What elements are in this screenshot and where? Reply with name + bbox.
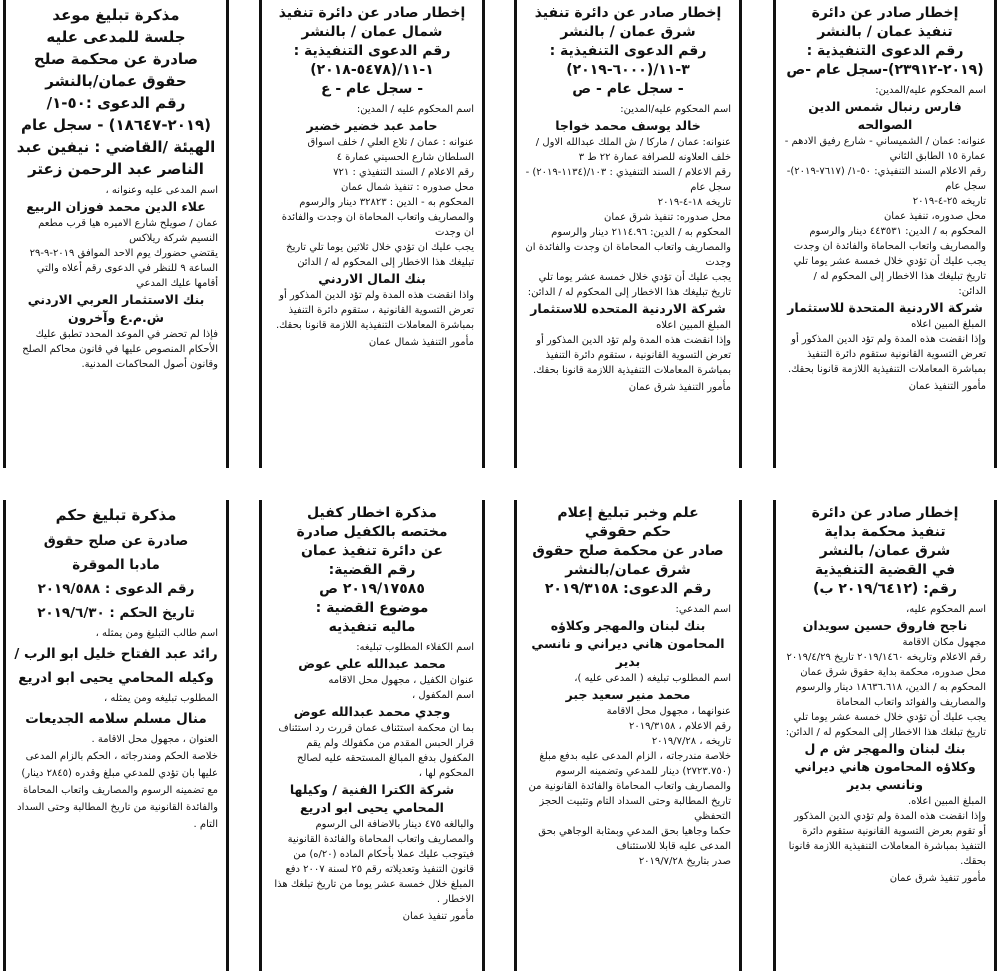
notice-judgment-madaba-588 bbox=[3, 500, 229, 971]
heading-line: رقم الدعوى التنفيذية : bbox=[549, 43, 707, 59]
heading-line: - سجل عام - ع bbox=[320, 81, 424, 97]
notice-body bbox=[270, 102, 474, 333]
heading-line: إخطار صادر عن دائرة bbox=[811, 505, 959, 521]
heading-line: ماليه تنفيذيه bbox=[328, 619, 416, 635]
body-line: المحكوم به / الدين: ٤٤٣٥٣١ دينار والرسوم والمصاريف واتعاب المحاماة والفائدة ان وجدت bbox=[793, 226, 986, 252]
notice-body bbox=[525, 602, 731, 869]
heading-line: مذكرة اخطار كفيل bbox=[307, 505, 437, 521]
heading-line: صادرة عن محكمة صلح bbox=[33, 50, 199, 68]
body-line: عنوانهما ، مجهول محل الاقامة bbox=[606, 706, 731, 717]
body-line: المبلغ المبين اعلاه bbox=[911, 319, 986, 330]
heading-line: مذكرة تبليغ موعد bbox=[52, 6, 180, 24]
body-line: اسم الكفلاء المطلوب تبليغه: bbox=[356, 642, 474, 653]
creditor-name: شركة الكترا الفنية / وكيلها المحامي يحيى ابو ادريع bbox=[289, 782, 455, 815]
notice-body bbox=[270, 640, 474, 907]
notice-amman-execution-23912 bbox=[773, 0, 997, 468]
body-line: وإذا انقضت هذه المدة ولم تؤد الدين المذكور أو تعرض التسوية القانونية ، ستقوم دائرة التنفيذ بمباشرة المعاملات التنفيذية اللازمة قانونا بحقك. bbox=[532, 335, 731, 376]
body-line: اسم المحكوم عليه، bbox=[906, 604, 986, 615]
body-line: محل صدوره، تنفيذ عمان bbox=[883, 211, 986, 222]
body-line: وإذا انقضت هذه المدة ولم تؤد الدين المذكور أو تعرض التسوية القانونية ستقوم دائرة التنفيذ بمباشرة المعاملات التنفيذية اللازمة قانونا بحقك. bbox=[787, 334, 986, 375]
body-line: بما ان محكمة استئناف عمان قررت رد استئناف قرار الحبس المقدم من مكفولك ولم يقم المكفول بدفع المبالغ المستحقه عليه لصالح المحكوم لها ، bbox=[278, 723, 474, 779]
body-line: يجب عليك أن تؤدي خلال خمسة عشر يوما تلي تاريخ تبليغك هذا الاخطار إلى المحكوم له / الدائن: bbox=[793, 256, 986, 297]
heading-line: رقم: (٢٠١٩/٦٤١٢ ب) bbox=[813, 581, 957, 597]
body-line: مادبا الموقرة bbox=[72, 557, 160, 573]
heading-line: علم وخبر تبليغ إعلام bbox=[557, 505, 699, 521]
body-line: اسم المحكوم عليه/المدين: bbox=[620, 104, 731, 115]
body-line: يجب عليك ان تؤدي خلال ثلاثين يوما تلي تاريخ تبليغك هذا الاخطار إلى المحكوم له / الدائن bbox=[286, 242, 474, 268]
heading-line: ١-١١/(٥٤٧٨-٢٠١٨) bbox=[310, 62, 434, 78]
body-line: عنوانه: عمان / الشميساني - شارع رفيق الادهم - عمارة ١٥ الطابق الثاني bbox=[784, 136, 986, 162]
notice-heading bbox=[784, 504, 986, 599]
heading-line: جلسة للمدعى عليه bbox=[46, 28, 186, 46]
body-line: والبالغه ٤٧٥ دينار بالاضافة الى الرسوم والمصاريف واتعاب المحاماة والفائدة القانونية فيتوجب عليك عملا بأحكام الماده (٢٠/ه) من قانون التنفيذ وتعديلاته رقم ٢٥ لسنة ٢٠٠٧ دفع المبلغ خلال خمسة عشر يوما من تاريخ تبلغك هذا الاخطار . bbox=[274, 819, 474, 905]
body-line: رقم الاعلام السند التنفيذي: ٥٠-١/ (٧٦١٧-٢٠١٩)- سجل عام bbox=[786, 166, 986, 192]
notice-east-amman-execution-6000 bbox=[514, 0, 742, 468]
heading-line: حكم حقوقي bbox=[584, 524, 672, 540]
body-line: تاريخه ١٨-٤-٢٠١٩ bbox=[657, 197, 731, 208]
notice-body bbox=[784, 602, 986, 869]
body-line: وإذا انقضت هذه المدة ولم تؤدي الدين المذكور أو تقوم بعرض التسوية القانونية ستقوم دائرة التنفيذ بمباشرة المعاملات التنفيذية اللازمة قانونا بحقك. bbox=[788, 811, 986, 867]
heading-line: - سجل عام - ص bbox=[572, 81, 684, 97]
notice-heading bbox=[525, 504, 731, 599]
case-number: رقم الدعوى : ٢٠١٩/٥٨٨ bbox=[37, 581, 195, 597]
notice-body bbox=[525, 102, 731, 378]
notice-body bbox=[14, 529, 218, 833]
heading-line: الناصر عبد الرحمن زعتر bbox=[28, 160, 204, 178]
body-line: المطلوب تبليغه ومن يمثله ، bbox=[103, 693, 218, 704]
body-line: رقم الاعلام ، ٢٠١٩/٣١٥٨ bbox=[629, 721, 731, 732]
body-line: عنوان الكفيل ، مجهول محل الاقامه bbox=[328, 675, 474, 686]
body-line: صادرة عن صلح حقوق bbox=[43, 533, 189, 549]
notice-body bbox=[14, 183, 218, 372]
body-line: خلاصة الحكم ومندرجاته ، الحكم بالزام المدعى عليها بان تؤدي للمدعي مبلغ وقدره (٢٨٤٥ دينار) مع تضمينه الرسوم والمصاريف واتعاب المحاماة والفائدة القانونية من تاريخ المطالبة وحتى السداد التام . bbox=[17, 751, 218, 830]
body-line: اسم المحكوم عليه / المدين: bbox=[356, 104, 474, 115]
notice-signature: مأمور تنفيذ عمان bbox=[402, 911, 474, 922]
body-line: اسم المحكوم عليه/المدين: bbox=[875, 85, 986, 96]
body-line: عنوانه : عمان / تلاع العلي / خلف اسواق السلطان شارع الحسيني عمارة ٤ bbox=[307, 137, 474, 163]
heading-line: رقم الدعوى التنفيذية : bbox=[806, 43, 964, 59]
heading-line: الهيئة /القاضي : نيفين عبد bbox=[16, 138, 216, 156]
heading-line: تنفيذ محكمة بداية bbox=[824, 524, 946, 540]
notice-signature: مأمور تنفيذ شرق عمان bbox=[889, 873, 986, 884]
heading-line: حقوق عمان/بالنشر bbox=[45, 72, 187, 90]
debtor-name: خالد يوسف محمد خواجا bbox=[555, 118, 701, 133]
heading-line: شرق عمان / بالنشر bbox=[560, 24, 696, 40]
heading-line: رقم الدعوى: ٢٠١٩/٣١٥٨ bbox=[544, 581, 712, 597]
debtor-name: وجدي محمد عبدالله عوض bbox=[293, 704, 451, 719]
body-line: تاريخه ٢٥-٤-٢٠١٩ bbox=[912, 196, 986, 207]
heading-line: رقم الدعوى :٥٠-١/ bbox=[46, 94, 186, 112]
body-line: العنوان ، مجهول محل الاقامة . bbox=[91, 734, 218, 745]
body-line: المحكوم به / الدين، ١٨٦٣٦.٦١٨ دينار والرسوم والمصاريف والفوائد واتعاب المحاماة bbox=[795, 682, 986, 708]
creditor-name: بنك المال الاردني bbox=[318, 271, 426, 286]
heading-line: شرق عمان/ بالنشر bbox=[819, 543, 951, 559]
heading-line: شرق عمان/بالنشر bbox=[565, 562, 691, 578]
body-line: عنوانه: عمان / ماركا / ش الملك عبدالله الاول / خلف العلاونه للصرافة عمارة ٢٢ ط ٣ bbox=[535, 137, 731, 163]
notice-east-amman-court-execution-6412 bbox=[773, 500, 997, 971]
plaintiff-name: بنك الاستثمار العربي الاردني ش.م.ع وآخرون bbox=[27, 292, 205, 325]
heading-line: إخطار صادر عن دائرة bbox=[811, 5, 959, 21]
body-line: صدر بتاريخ ٢٠١٩/٧/٢٨ bbox=[638, 856, 731, 867]
body-line: يجب عليك أن تؤدي خلال خمسة عشر يوما تلي تاريخ تبليغك هذا الاخطار إلى المحكوم له / الدائن: bbox=[527, 272, 731, 298]
body-line: المحكوم به / الدين: ٢١١٤.٩٦ دينار والرسوم والمصاريف واتعاب المحاماة ان وجدت والفائدة ان وجدت bbox=[525, 227, 731, 268]
body-line: اسم المكفول ، bbox=[411, 690, 474, 701]
notice-heading bbox=[270, 4, 474, 99]
body-line: يجب عليك أن تؤدي خلال خمسة عشر يوما تلي تاريخ تبلغك هذا الاخطار إلى المحكوم له / الدائن: bbox=[785, 712, 986, 738]
body-line: واذا انقضت هذه المدة ولم تؤد الدين المذكور أو تعرض التسوية القانونية ، ستقوم دائرة التنفيذ بمباشرة المعاملات التنفيذية اللازمة قانونا بحقك. bbox=[275, 290, 474, 331]
heading-line: ٣-١١/(٦٠٠٠-٢٠١٩) bbox=[566, 62, 690, 78]
body-line: المبلغ المبين اعلاه. bbox=[908, 796, 986, 807]
body-line: رقم الاعلام وتاريخه ٢٠١٩/١٤٦٠ تاريخ ٢٠١٩/٤/٢٩ bbox=[786, 652, 986, 663]
body-line: عمان / صويلح شارع الاميره هيا قرب مطعم النسيم شركة ريلاكس bbox=[38, 218, 218, 244]
body-line: خلاصة مندرجاته ، الزام المدعى عليه بدفع مبلغ (٢٧٢٣.٧٥٠) دينار للمدعي وتضمينه الرسوم والمصاريف واتعاب المحاماة والفائدة القانونية من تاريخ المطالبة وحتى السداد التام وتثبيت الحجز التحفظي bbox=[528, 751, 731, 822]
heading-line: عن دائرة تنفيذ عمان bbox=[300, 543, 443, 559]
heading-line: تنفيذ عمان / بالنشر bbox=[817, 24, 953, 40]
notice-north-amman-execution-5478 bbox=[259, 0, 485, 468]
body-line: اسم طالب التبليغ ومن يمثله ، bbox=[95, 628, 218, 639]
heading-line: في القضية التنفيذية bbox=[814, 562, 956, 578]
body-line: يقتضي حضورك يوم الاحد الموافق ٢٠١٩-٩-٢٩ الساعة ٩ للنظر في الدعوى رقم أعلاه والتي أقامها عليك المدعي bbox=[29, 248, 218, 289]
notice-heading bbox=[14, 4, 218, 180]
notice-heading bbox=[270, 504, 474, 637]
notice-heading bbox=[14, 504, 218, 526]
body-line: محل صدوره: تنفيذ شرق عمان bbox=[603, 212, 731, 223]
heading-line: مذكرة تبليغ حكم bbox=[55, 506, 177, 524]
plaintiff-name: بنك لبنان والمهجر وكلاؤه المحامون هاني ديراني و نانسي بدير bbox=[531, 618, 725, 669]
notice-signature: مأمور التنفيذ شرق عمان bbox=[628, 382, 731, 393]
defendant-name: علاء الدين محمد فوزان الربيع bbox=[26, 199, 206, 214]
debtor-name: ناجح فاروق حسين سويدان bbox=[802, 618, 968, 633]
heading-line: (٢٠١٩-١٨٦٤٧) - سجل عام bbox=[20, 116, 212, 134]
notice-heading bbox=[784, 4, 986, 80]
body-line: تاريخه ، ٢٠١٩/٧/٢٨ bbox=[651, 736, 731, 747]
heading-line: رقم القضية: bbox=[328, 562, 416, 578]
defendant-name: محمد منير سعيد جبر bbox=[565, 687, 691, 702]
requester-name: رائد عبد الفتاح خليل ابو الرب / وكيله المحامي يحيى ابو ادريع bbox=[14, 646, 218, 686]
notice-hearing-summons-18647 bbox=[3, 0, 229, 468]
debtor-name: فارس رنبال شمس الدين الصوالحه bbox=[808, 99, 962, 132]
heading-line: ٢٠١٩/١٧٥٨٥ ص bbox=[319, 581, 425, 597]
debtor-name: حامد عبد خضير خضير bbox=[306, 118, 438, 133]
creditor-name: شركة الاردنية المتحده للاستثمار bbox=[530, 301, 726, 316]
body-line: فإذا لم تحضر في الموعد المحدد تطبق عليك الأحكام المنصوص عليها في قانون محاكم الصلح وقانون أصول المحاكمات المدنية. bbox=[22, 329, 218, 370]
heading-line: إخطار صادر عن دائرة تنفيذ bbox=[278, 5, 466, 21]
notice-heading bbox=[525, 4, 731, 99]
judgment-date: تاريخ الحكم : ٢٠١٩/٦/٣٠ bbox=[37, 605, 195, 621]
body-line: اسم المدعى عليه وعنوانه ، bbox=[105, 185, 218, 196]
body-line: المحكوم به - الدين : ٣٢٨٢٣ دينار والرسوم والمصاريف واتعاب المحاماة ان وجدت والفائدة ان وجدت bbox=[281, 197, 474, 238]
creditor-name: بنك لبنان والمهجر ش م ل وكلاؤه المحامون هاني ديراني ونانسي بدير bbox=[794, 741, 976, 792]
body-line: محل صدوره : تنفيذ شمال عمان bbox=[340, 182, 474, 193]
body-line: رقم الاعلام / السند التنفيذي : ١٠٣/(١١٣٤-٢٠١٩) - سجل عام bbox=[525, 167, 731, 193]
body-line: اسم المدعي: bbox=[675, 604, 731, 615]
heading-line: (٢٠١٩-٢٣٩١٢)-سجل عام -ص bbox=[786, 62, 984, 78]
heading-line: موضوع القضية : bbox=[315, 600, 429, 616]
body-line: محل صدوره، محكمة بداية حقوق شرق عمان bbox=[800, 667, 986, 678]
notice-signature: مأمور التنفيذ شمال عمان bbox=[368, 337, 474, 348]
notice-signature: مأمور التنفيذ عمان bbox=[908, 381, 986, 392]
guarantor-name: محمد عبدالله علي عوض bbox=[298, 656, 446, 671]
notice-body bbox=[784, 83, 986, 377]
heading-line: رقم الدعوى التنفيذية : bbox=[293, 43, 451, 59]
heading-line: صادر عن محكمة صلح حقوق bbox=[532, 543, 724, 559]
body-line: المبلغ المبين اعلاه bbox=[656, 320, 731, 331]
heading-line: شمال عمان / بالنشر bbox=[301, 24, 443, 40]
body-line: حكما وجاهيا بحق المدعي وبمثابة الوجاهي بحق المدعى عليه قابلا للاستئناف bbox=[538, 826, 731, 852]
notice-judgment-notification-3158 bbox=[514, 500, 742, 971]
body-line: اسم المطلوب تبليغه ( المدعى عليه )، bbox=[574, 673, 731, 684]
body-line: مجهول مكان الاقامة bbox=[902, 637, 986, 648]
heading-line: إخطار صادر عن دائرة تنفيذ bbox=[534, 5, 722, 21]
defendant-name: منال مسلم سلامه الجديعات bbox=[25, 711, 207, 727]
notice-guarantor-17585 bbox=[259, 500, 485, 971]
creditor-name: شركة الاردنية المتحدة للاستثمار bbox=[787, 300, 983, 315]
body-line: رقم الاعلام / السند التنفيذي : ٧٢١ bbox=[333, 167, 474, 178]
heading-line: مختصه بالكفيل صادرة bbox=[296, 524, 448, 540]
